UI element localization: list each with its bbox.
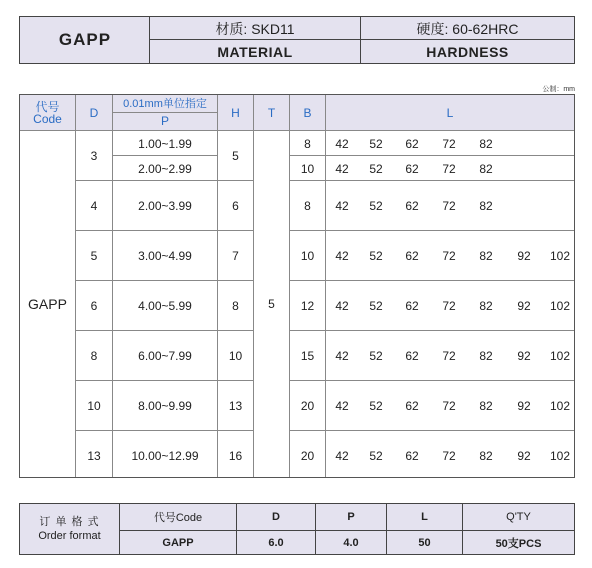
l-value-cell: 82 [479, 399, 493, 413]
l-value-cell: 52 [369, 136, 383, 151]
h-cell: 10 [228, 349, 243, 363]
l-value-cell: 62 [405, 299, 419, 313]
l-value-cell: 82 [479, 136, 493, 151]
l-value-cell: 62 [405, 199, 419, 213]
order-format-table [19, 503, 575, 555]
d-cell: 4 [90, 199, 98, 213]
header-p: P [160, 114, 169, 128]
l-value-cell: 62 [405, 249, 419, 263]
l-value-cell: 72 [442, 136, 456, 151]
hardness-english-label: HARDNESS [426, 44, 509, 60]
l-value-cell: 72 [442, 199, 456, 213]
code-value-cell: GAPP [28, 296, 67, 312]
d-cell: 8 [90, 349, 98, 363]
order-format-title [20, 512, 119, 546]
header-d: D [89, 105, 99, 120]
order-value-l: 50 [418, 536, 431, 549]
l-value-cell: 72 [442, 449, 456, 463]
p-range-cell: 2.00~3.99 [138, 199, 192, 213]
b-cell: 12 [300, 299, 315, 313]
l-value-cell: 42 [335, 449, 349, 463]
l-value-cell: 82 [479, 349, 493, 363]
l-value-cell: 72 [442, 299, 456, 313]
l-value-cell: 52 [369, 449, 383, 463]
l-value-cell: 42 [335, 136, 349, 151]
l-value-cell: 62 [405, 136, 419, 151]
order-value-p: 4.0 [343, 536, 359, 549]
p-range-cell: 3.00~4.99 [138, 249, 192, 263]
l-value-cell: 102 [549, 449, 571, 463]
header-p-unit: 0.01mm单位指定 [123, 97, 207, 110]
header-l: L [446, 105, 454, 120]
l-value-cell: 62 [405, 161, 419, 176]
material-label: 材质: SKD11 [215, 21, 295, 37]
l-value-cell: 102 [549, 399, 571, 413]
order-header-qty: Q'TY [506, 511, 531, 523]
h-cell: 8 [232, 299, 239, 313]
h-cell: 7 [232, 249, 239, 263]
order-header-d: D [272, 511, 280, 523]
order-value-code: GAPP [162, 536, 194, 549]
l-value-cell: 42 [335, 349, 349, 363]
order-value-qty: 50支PCS [495, 537, 542, 550]
grid-line [217, 95, 218, 130]
l-value-cell: 52 [369, 161, 383, 176]
l-value-cell: 102 [549, 249, 571, 263]
l-value-cell: 42 [335, 249, 349, 263]
l-value-cell: 62 [405, 449, 419, 463]
grid-line [112, 112, 217, 113]
b-cell: 20 [300, 399, 315, 413]
l-value-cell: 72 [442, 161, 456, 176]
product-code-title: GAPP [58, 30, 112, 49]
order-format-title-cn: 订 单 格 式 [39, 516, 100, 528]
order-header-l: L [421, 511, 428, 523]
l-value-cell: 72 [442, 399, 456, 413]
b-cell: 8 [304, 199, 311, 213]
l-value-cell: 92 [517, 249, 531, 263]
p-range-cell: 6.00~7.99 [138, 349, 192, 363]
l-value-cell: 72 [442, 249, 456, 263]
l-value-cell: 42 [335, 399, 349, 413]
t-value-cell: 5 [268, 297, 275, 311]
l-value-cell: 42 [335, 199, 349, 213]
grid-line [325, 95, 326, 130]
p-range-cell: 8.00~9.99 [138, 399, 192, 413]
d-cell: 13 [87, 449, 101, 463]
l-value-cell: 82 [479, 299, 493, 313]
d-cell: 5 [90, 249, 98, 263]
spec-header [19, 16, 575, 64]
l-value-cell: 42 [335, 299, 349, 313]
d-cell: 3 [90, 149, 98, 163]
l-value-cell: 52 [369, 349, 383, 363]
header-b: B [303, 105, 312, 120]
h-cell: 6 [232, 199, 239, 213]
l-value-cell: 92 [517, 449, 531, 463]
d-cell: 6 [90, 299, 98, 313]
l-value-cell: 52 [369, 299, 383, 313]
d-cell: 10 [87, 399, 101, 413]
order-value-d: 6.0 [268, 536, 284, 549]
l-value-cell: 62 [405, 399, 419, 413]
l-value-cell: 82 [479, 449, 493, 463]
order-format-title-en: Order format [38, 530, 101, 542]
order-header-p: P [347, 511, 355, 523]
l-value-cell: 82 [479, 199, 493, 213]
h-cell: 13 [228, 399, 243, 413]
l-value-cell: 42 [335, 161, 349, 176]
p-range-cell: 2.00~2.99 [138, 161, 192, 176]
l-value-cell: 92 [517, 299, 531, 313]
b-cell: 20 [300, 449, 315, 463]
header-h: H [231, 105, 240, 120]
l-value-cell: 72 [442, 349, 456, 363]
header-t: T [267, 105, 276, 120]
header-code-cn: 代号 [35, 99, 60, 114]
unit-note: 公制：mm [542, 86, 575, 93]
l-value-cell: 82 [479, 249, 493, 263]
p-range-cell: 1.00~1.99 [138, 136, 192, 151]
grid-line [75, 95, 76, 130]
h-cell: 5 [232, 149, 239, 163]
grid-line [289, 95, 290, 130]
order-header-code: 代号Code [153, 512, 203, 524]
p-range-cell: 10.00~12.99 [131, 449, 199, 463]
b-cell: 15 [300, 349, 315, 363]
material-english-label: MATERIAL [217, 44, 293, 60]
grid-line [253, 95, 254, 130]
header-code [20, 98, 75, 127]
l-value-cell: 52 [369, 199, 383, 213]
l-value-cell: 92 [517, 349, 531, 363]
b-cell: 8 [304, 136, 311, 151]
l-value-cell: 102 [549, 299, 571, 313]
b-cell: 10 [300, 161, 315, 176]
dimension-table [19, 94, 575, 478]
l-value-cell: 52 [369, 249, 383, 263]
b-cell: 10 [300, 249, 315, 263]
grid-line [253, 131, 254, 477]
l-value-cell: 92 [517, 399, 531, 413]
l-value-cell: 82 [479, 161, 493, 176]
header-code-en: Code [33, 111, 62, 126]
h-cell: 16 [228, 449, 243, 463]
l-value-cell: 52 [369, 399, 383, 413]
hardness-label: 硬度: 60-62HRC [416, 21, 519, 37]
l-value-cell: 62 [405, 349, 419, 363]
l-value-cell: 102 [549, 349, 571, 363]
p-range-cell: 4.00~5.99 [138, 299, 192, 313]
